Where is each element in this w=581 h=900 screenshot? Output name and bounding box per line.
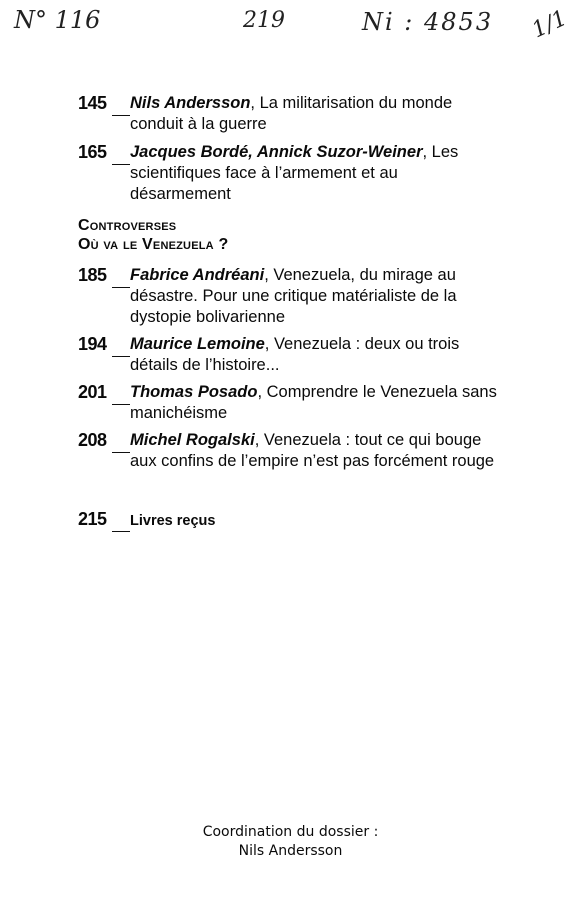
page-number: 165 xyxy=(78,142,107,162)
entry-title: , Comprendre le Venezuela sans manichéisme xyxy=(130,383,497,422)
toc-entry xyxy=(78,265,498,328)
leader-dash xyxy=(112,452,130,453)
toc-entry xyxy=(78,334,498,376)
toc-entry xyxy=(78,142,498,205)
credit-label: Coordination du dossier : xyxy=(202,824,379,840)
section-heading-line1: Controverses xyxy=(78,217,177,234)
entry-author: Maurice Lemoine xyxy=(130,335,265,353)
entry-author: Fabrice Andréani xyxy=(130,266,265,284)
toc-entry xyxy=(78,430,498,472)
toc-entry xyxy=(78,93,498,135)
entry-title: , Les scientifiques face à l’armement et au désarmement xyxy=(130,143,459,203)
page-number: 208 xyxy=(78,430,107,450)
page-number: 185 xyxy=(78,265,107,285)
toc-entry-books xyxy=(78,509,498,532)
page-number: 145 xyxy=(78,93,107,113)
leader-dash xyxy=(112,404,130,405)
toc-entry xyxy=(78,382,498,424)
leader-dash xyxy=(112,287,130,288)
leader-dash xyxy=(112,356,130,357)
entry-author: Michel Rogalski xyxy=(130,431,255,449)
entry-title: , La militarisation du monde conduit à la guerre xyxy=(130,94,453,133)
leader-dash xyxy=(112,164,130,165)
entry-title: , Venezuela, du mirage au désastre. Pour une critique matérialiste de la dystopie bolivarienne xyxy=(130,266,457,326)
entry-text xyxy=(130,334,498,376)
entry-text xyxy=(130,382,498,424)
leader-dash xyxy=(112,531,130,532)
handwritten-fraction: 1/1 xyxy=(528,5,572,44)
entry-author: Nils Andersson xyxy=(130,94,251,112)
entry-text xyxy=(130,142,498,205)
section-heading-line2: Où va le Venezuela ? xyxy=(78,236,229,253)
entry-text xyxy=(130,265,498,328)
credit-name: Nils Andersson xyxy=(238,843,343,859)
entry-text xyxy=(130,93,498,135)
entry-author: Thomas Posado xyxy=(130,383,258,401)
coordination-credit xyxy=(0,823,581,861)
leader-dash xyxy=(112,115,130,116)
entry-author: Jacques Bordé, Annick Suzor-Weiner xyxy=(130,143,423,161)
page-number: 215 xyxy=(78,509,107,529)
handwritten-issue-number: N° 116 xyxy=(14,6,101,34)
handwritten-reference: Ni : 4853 xyxy=(362,8,494,36)
books-received-title: Livres reçus xyxy=(130,513,216,529)
handwritten-page-note: 219 xyxy=(243,8,285,33)
page-number: 194 xyxy=(78,334,107,354)
entry-title: , Venezuela : deux ou trois détails de l’histoire... xyxy=(130,335,460,374)
entry-title: , Venezuela : tout ce qui bouge aux confins de l’empire n’est pas forcément rouge xyxy=(130,431,495,470)
page-number: 201 xyxy=(78,382,107,402)
section-heading xyxy=(78,216,228,254)
entry-text xyxy=(130,430,498,472)
